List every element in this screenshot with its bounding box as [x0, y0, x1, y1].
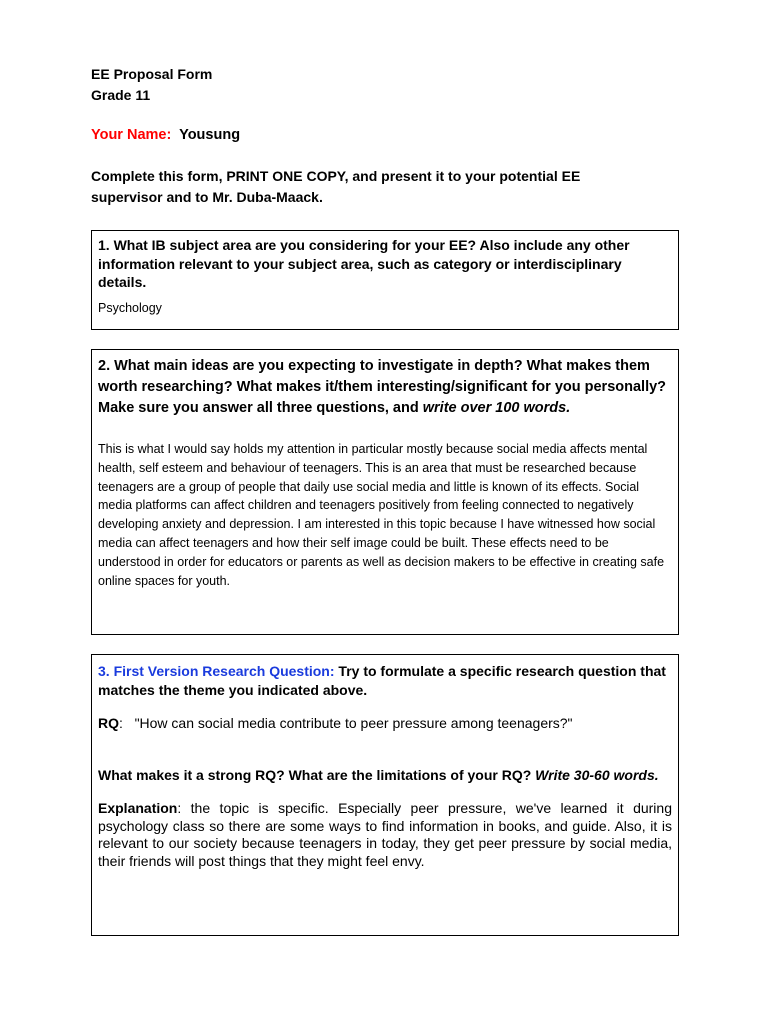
- name-label: Your Name:: [91, 127, 172, 143]
- section-3-heading-rest: Try to formulate a specific research question that matches the theme you indicated above.: [98, 663, 666, 698]
- rq-strength-question-main: What makes it a strong RQ? What are the limitations of your RQ?: [98, 766, 536, 783]
- section-3-heading-label: 3. First Version Research Question:: [98, 663, 335, 679]
- section-1-answer: Psychology: [98, 300, 162, 315]
- explanation-label: Explanation: [98, 800, 178, 816]
- explanation-text: : the topic is specific. Especially peer pressure, we've learned it during psychology class so there are some ways to find information in books, and guide. Also, it is relevant to our society because teenagers in today, they get peer pressure by social media, their friends will post things that they might feel envy.: [98, 800, 672, 869]
- grade-label: Grade 11: [91, 87, 151, 103]
- explanation-paragraph: [98, 800, 672, 870]
- rq-label: RQ: [98, 715, 119, 731]
- section-2-question-emphasis: write over 100 words.: [422, 400, 571, 416]
- section-1-box: [91, 230, 679, 330]
- rq-strength-question-emphasis: Write 30-60 words.: [535, 766, 659, 783]
- section-2-question: [98, 356, 672, 419]
- form-title: EE Proposal Form: [91, 66, 213, 82]
- section-2-question-main: 2. What main ideas are you expecting to investigate in depth? What makes them worth researching? What makes it/them interesting/significant for you personally? Make sure you answer all three questions, and: [98, 358, 667, 416]
- research-question-line: RQ: "How can social media contribute to peer pressure among teenagers?": [98, 715, 573, 731]
- section-2-box: [91, 349, 679, 635]
- section-2-answer: This is what I would say holds my attention in particular mostly because social media affects mental health, self esteem and behaviour of teenagers. This is an area that must be researched because teenagers are a group of people that daily use social media and little is known of its effects. Social media platforms can affect children and teenagers positively from feeling connected to negatively developing anxiety and depression. I am interested in this topic because I have witnessed how social media can affect teenagers and how their self image could be built. These effects need to be understood in order for educators or parents as well as decision makers to be effective in creating safe online spaces for youth.: [98, 442, 665, 588]
- name-line: [91, 124, 240, 146]
- name-value: Yousung: [179, 127, 241, 143]
- section-3-box: [91, 654, 679, 936]
- rq-strength-question: [98, 766, 672, 785]
- section-1-question: 1. What IB subject area are you considering for your EE? Also include any other information relevant to your subject area, such as category or interdisciplinary details.: [98, 237, 630, 290]
- section-3-heading: [98, 662, 672, 699]
- instructions-text: Complete this form, PRINT ONE COPY, and present it to your potential EE supervisor and to Mr. Duba-Maack.: [91, 168, 581, 205]
- rq-value: "How can social media contribute to peer pressure among teenagers?": [134, 715, 573, 731]
